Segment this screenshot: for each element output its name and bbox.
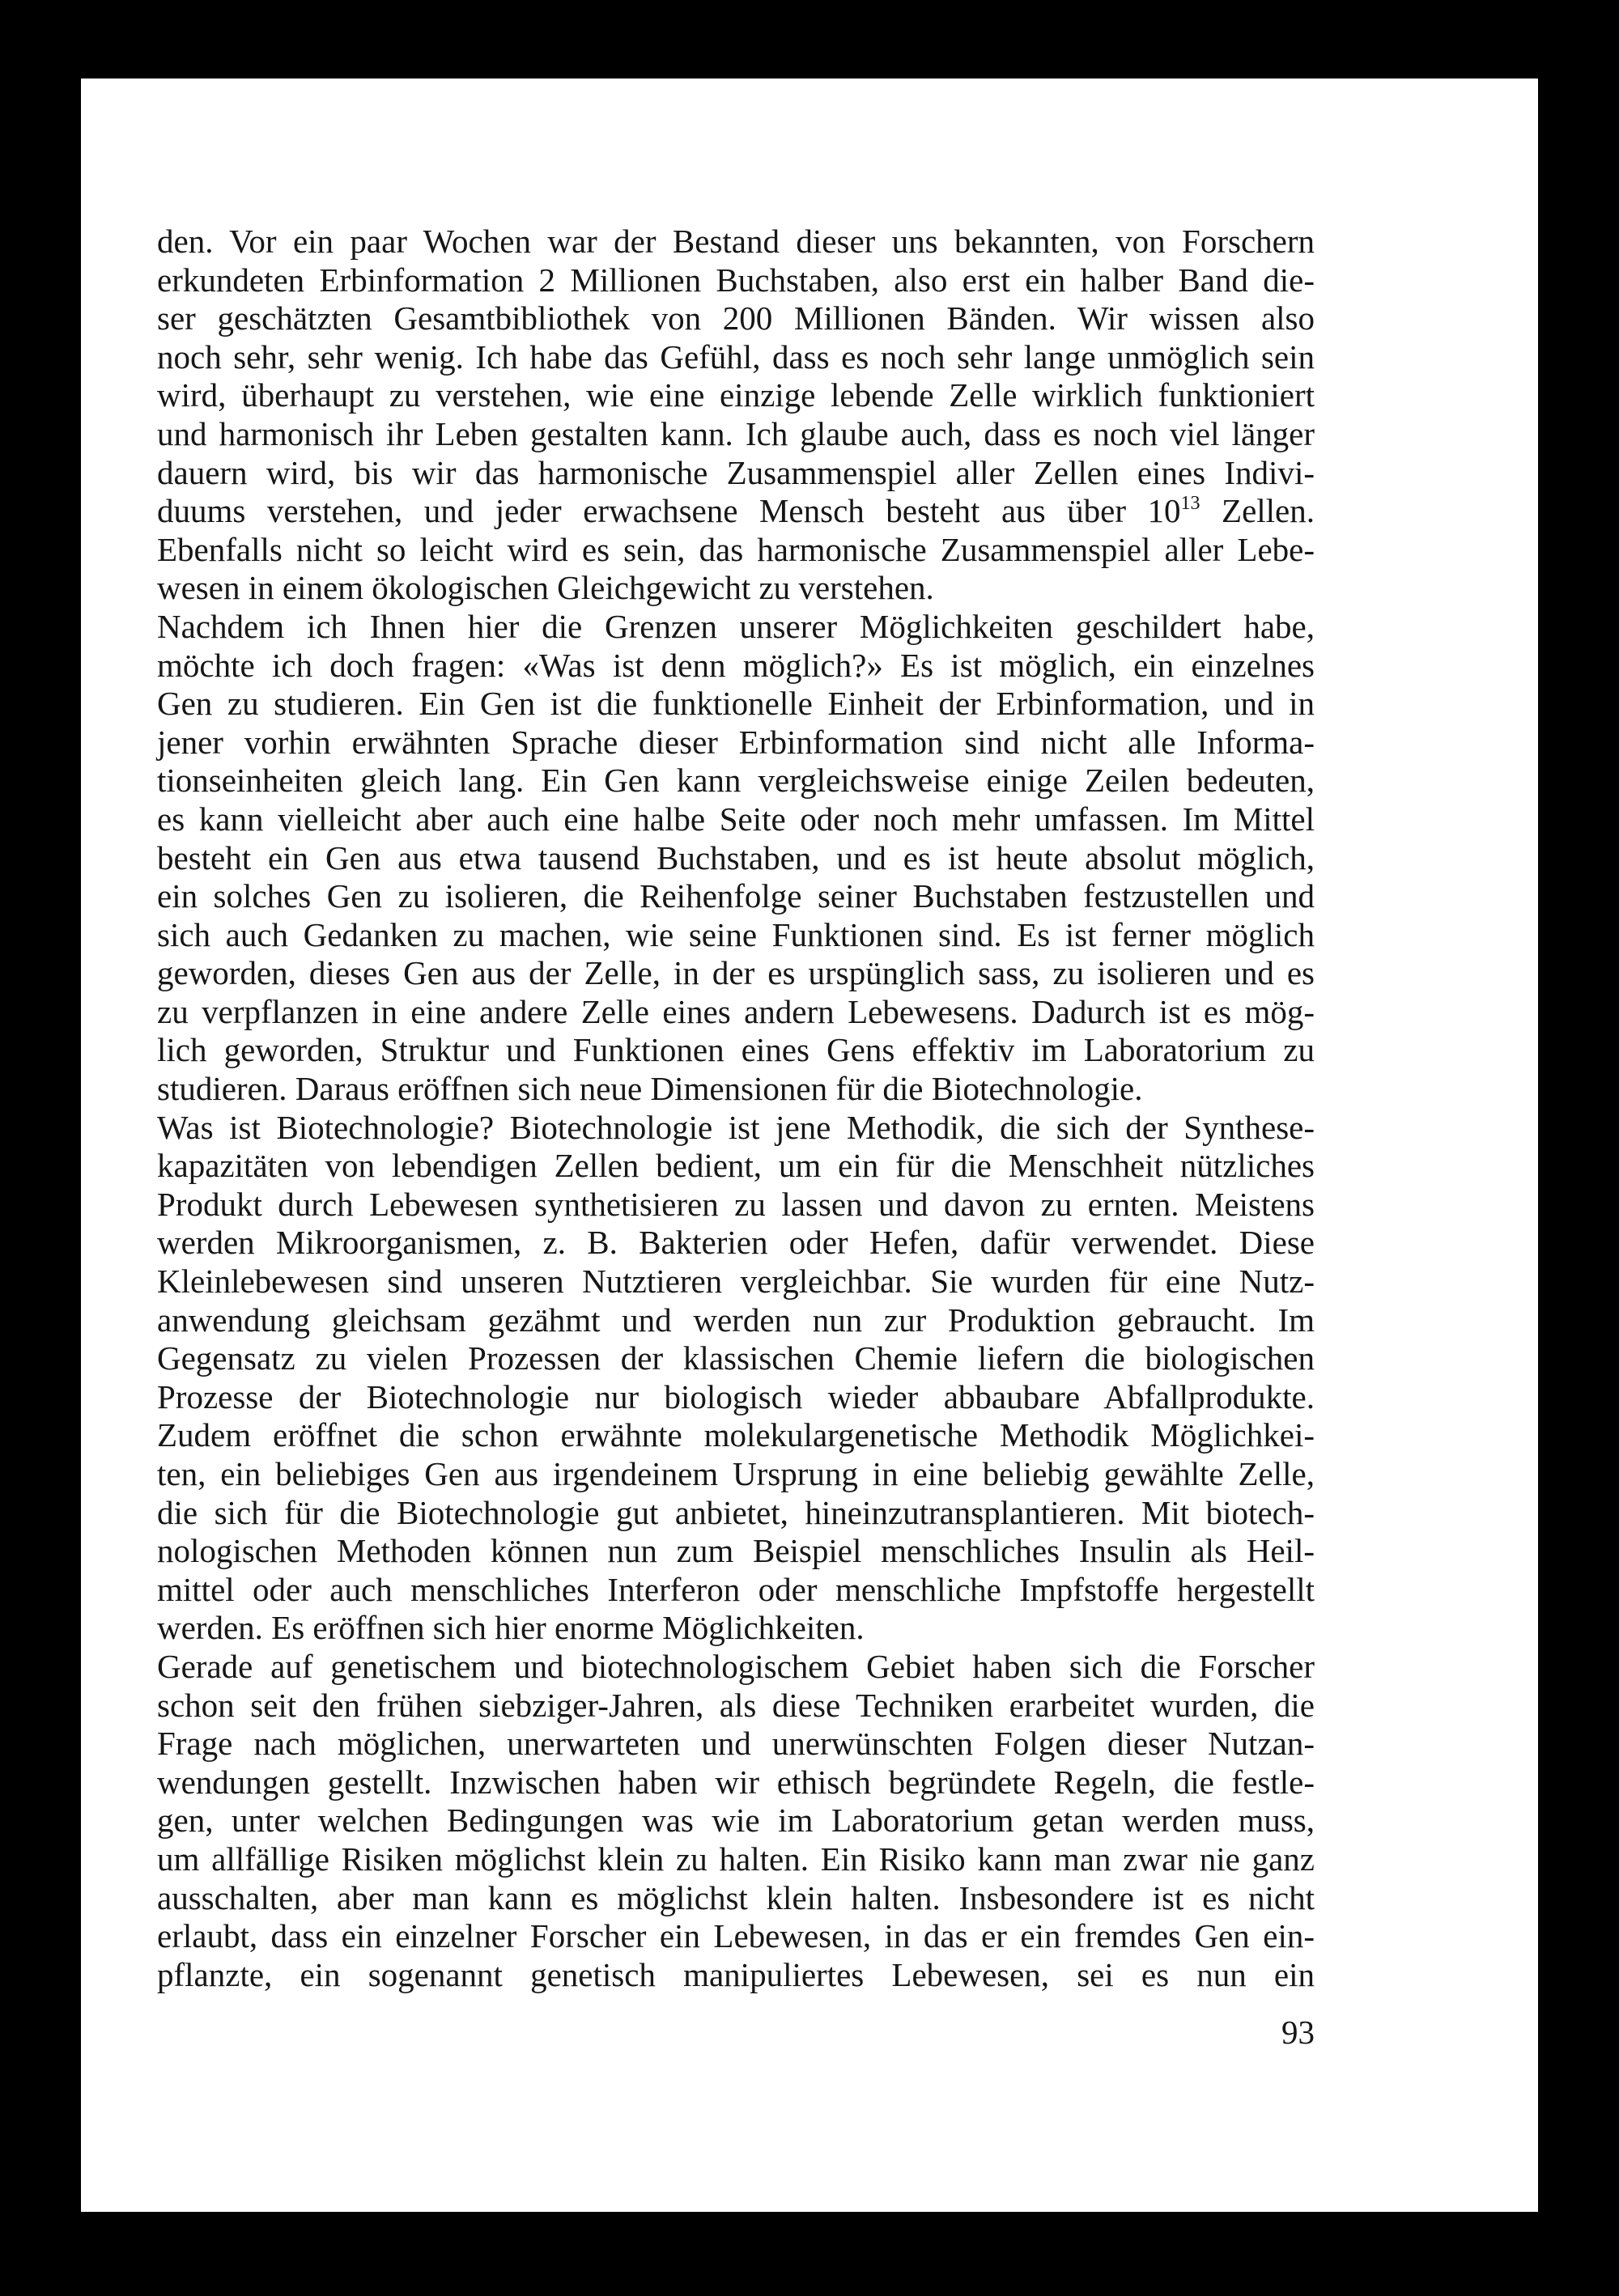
text-line: ten, ein beliebiges Gen aus irgendeinem Ursprung in eine beliebig gewählte Zelle,: [157, 1455, 1315, 1492]
text-line: den. Vor ein paar Wochen war der Bestand dieser uns bekannten, von Forschern: [157, 223, 1315, 260]
text-line: möchte ich doch fragen: «Was ist denn möglich?» Es ist möglich, ein einzelnes: [157, 646, 1315, 684]
text-line: es kann vielleicht aber auch eine halbe Seite oder noch mehr umfassen. Im Mittel: [157, 800, 1315, 838]
text-line: mittel oder auch menschliches Interferon oder menschliche Impfstoffe hergestellt: [157, 1570, 1315, 1608]
text-line: und harmonisch ihr Leben gestalten kann. Ich glaube auch, dass es noch viel länger: [157, 414, 1315, 452]
text-line: ser geschätzten Gesamtbibliothek von 200 Millionen Bänden. Wir wissen also: [157, 299, 1315, 337]
text-line: wird, überhaupt zu verstehen, wie eine einzige lebende Zelle wirklich funktioniert: [157, 376, 1315, 414]
text-line: erlaubt, dass ein einzelner Forscher ein Lebewesen, in das er ein fremdes Gen ein-: [157, 1917, 1315, 1955]
text-line: zu verpflanzen in eine andere Zelle eines andern Lebewesens. Dadurch ist es mög-: [157, 992, 1315, 1030]
exponent: 13: [1180, 493, 1200, 515]
text-line: ein solches Gen zu isolieren, die Reihenfolge seiner Buchstaben festzustellen und: [157, 877, 1315, 915]
text-line: Was ist Biotechnologie? Biotechnologie ist jene Methodik, die sich der Synthese-: [157, 1108, 1315, 1146]
text-line: Gerade auf genetischem und biotechnologischem Gebiet haben sich die Forscher: [157, 1647, 1315, 1685]
text-line: dauern wird, bis wir das harmonische Zusammenspiel aller Zellen eines Indivi-: [157, 453, 1315, 491]
text-line: die sich für die Biotechnologie gut anbietet, hineinzutransplantieren. Mit biotech-: [157, 1493, 1315, 1531]
body-text: [157, 223, 1315, 1994]
text-line: kapazitäten von lebendigen Zellen bedient, um ein für die Menschheit nützliches: [157, 1147, 1315, 1185]
text-line: jener vorhin erwähnten Sprache dieser Erbinformation sind nicht alle Informa-: [157, 723, 1315, 761]
text-line: werden. Es eröffnen sich hier enorme Möglichkeiten.: [157, 1609, 865, 1647]
text-segment: Zellen.: [1200, 492, 1315, 530]
text-line: Frage nach möglichen, unerwarteten und unerwünschten Folgen dieser Nutzan-: [157, 1725, 1315, 1763]
text-line: tionseinheiten gleich lang. Ein Gen kann vergleichsweise einige Zeilen bedeuten,: [157, 762, 1315, 800]
text-line-with-superscript: [157, 492, 1315, 531]
book-page: [81, 79, 1538, 2212]
text-line: schon seit den frühen siebziger-Jahren, als diese Techniken erarbeitet wurden, die: [157, 1686, 1315, 1724]
text-line: Nachdem ich Ihnen hier die Grenzen unserer Möglichkeiten geschildert habe,: [157, 607, 1315, 645]
text-line: Zudem eröffnet die schon erwähnte molekulargenetische Methodik Möglichkei-: [157, 1416, 1315, 1454]
text-line: studieren. Daraus eröffnen sich neue Dimensionen für die Biotechnologie.: [157, 1070, 1143, 1108]
text-line: wesen in einem ökologischen Gleichgewicht zu verstehen.: [157, 569, 934, 607]
text-line: anwendung gleichsam gezähmt und werden nun zur Produktion gebraucht. Im: [157, 1301, 1315, 1339]
text-line: nologischen Methoden können nun zum Beispiel menschliches Insulin als Heil-: [157, 1532, 1315, 1570]
text-line: besteht ein Gen aus etwa tausend Buchstaben, und es ist heute absolut möglich,: [157, 838, 1315, 876]
text-line: pflanzte, ein sogenannt genetisch manipuliertes Lebewesen, sei es nun ein: [157, 1955, 1315, 1993]
text-line: werden Mikroorganismen, z. B. Bakterien oder Hefen, dafür verwendet. Diese: [157, 1224, 1315, 1262]
text-line: noch sehr, sehr wenig. Ich habe das Gefühl, dass es noch sehr lange unmöglich sein: [157, 337, 1315, 376]
page-number: 93: [1281, 2014, 1315, 2051]
text-line: Prozesse der Biotechnologie nur biologisch wieder abbaubare Abfallprodukte.: [157, 1377, 1315, 1415]
text-line: erkundeten Erbinformation 2 Millionen Buchstaben, also erst ein halber Band die-: [157, 261, 1315, 299]
text-line: Produkt durch Lebewesen synthetisieren zu lassen und davon zu ernten. Meistens: [157, 1185, 1315, 1223]
text-line: lich geworden, Struktur und Funktionen eines Gens effektiv im Laboratorium zu: [157, 1031, 1315, 1069]
text-line: Gegensatz zu vielen Prozessen der klassischen Chemie liefern die biologischen: [157, 1339, 1315, 1377]
text-line: Ebenfalls nicht so leicht wird es sein, das harmonische Zusammenspiel aller Lebe-: [157, 530, 1315, 568]
text-line: um allfällige Risiken möglichst klein zu halten. Ein Risiko kann man zwar nie ganz: [157, 1840, 1315, 1878]
text-line: ausschalten, aber man kann es möglichst klein halten. Insbesondere ist es nicht: [157, 1878, 1315, 1916]
text-line: gen, unter welchen Bedingungen was wie im Laboratorium getan werden muss,: [157, 1802, 1315, 1840]
text-line: sich auch Gedanken zu machen, wie seine Funktionen sind. Es ist ferner möglich: [157, 915, 1315, 953]
text-line: Kleinlebewesen sind unseren Nutztieren vergleichbar. Sie wurden für eine Nutz-: [157, 1263, 1315, 1301]
text-segment: duums verstehen, und jeder erwachsene Mensch besteht aus über 10: [157, 492, 1181, 530]
text-line: geworden, dieses Gen aus der Zelle, in der es urspünglich sass, zu isolieren und es: [157, 954, 1315, 992]
text-line: Gen zu studieren. Ein Gen ist die funktionelle Einheit der Erbinformation, und in: [157, 685, 1315, 723]
text-line: wendungen gestellt. Inzwischen haben wir ethisch begründete Regeln, die festle-: [157, 1763, 1315, 1801]
